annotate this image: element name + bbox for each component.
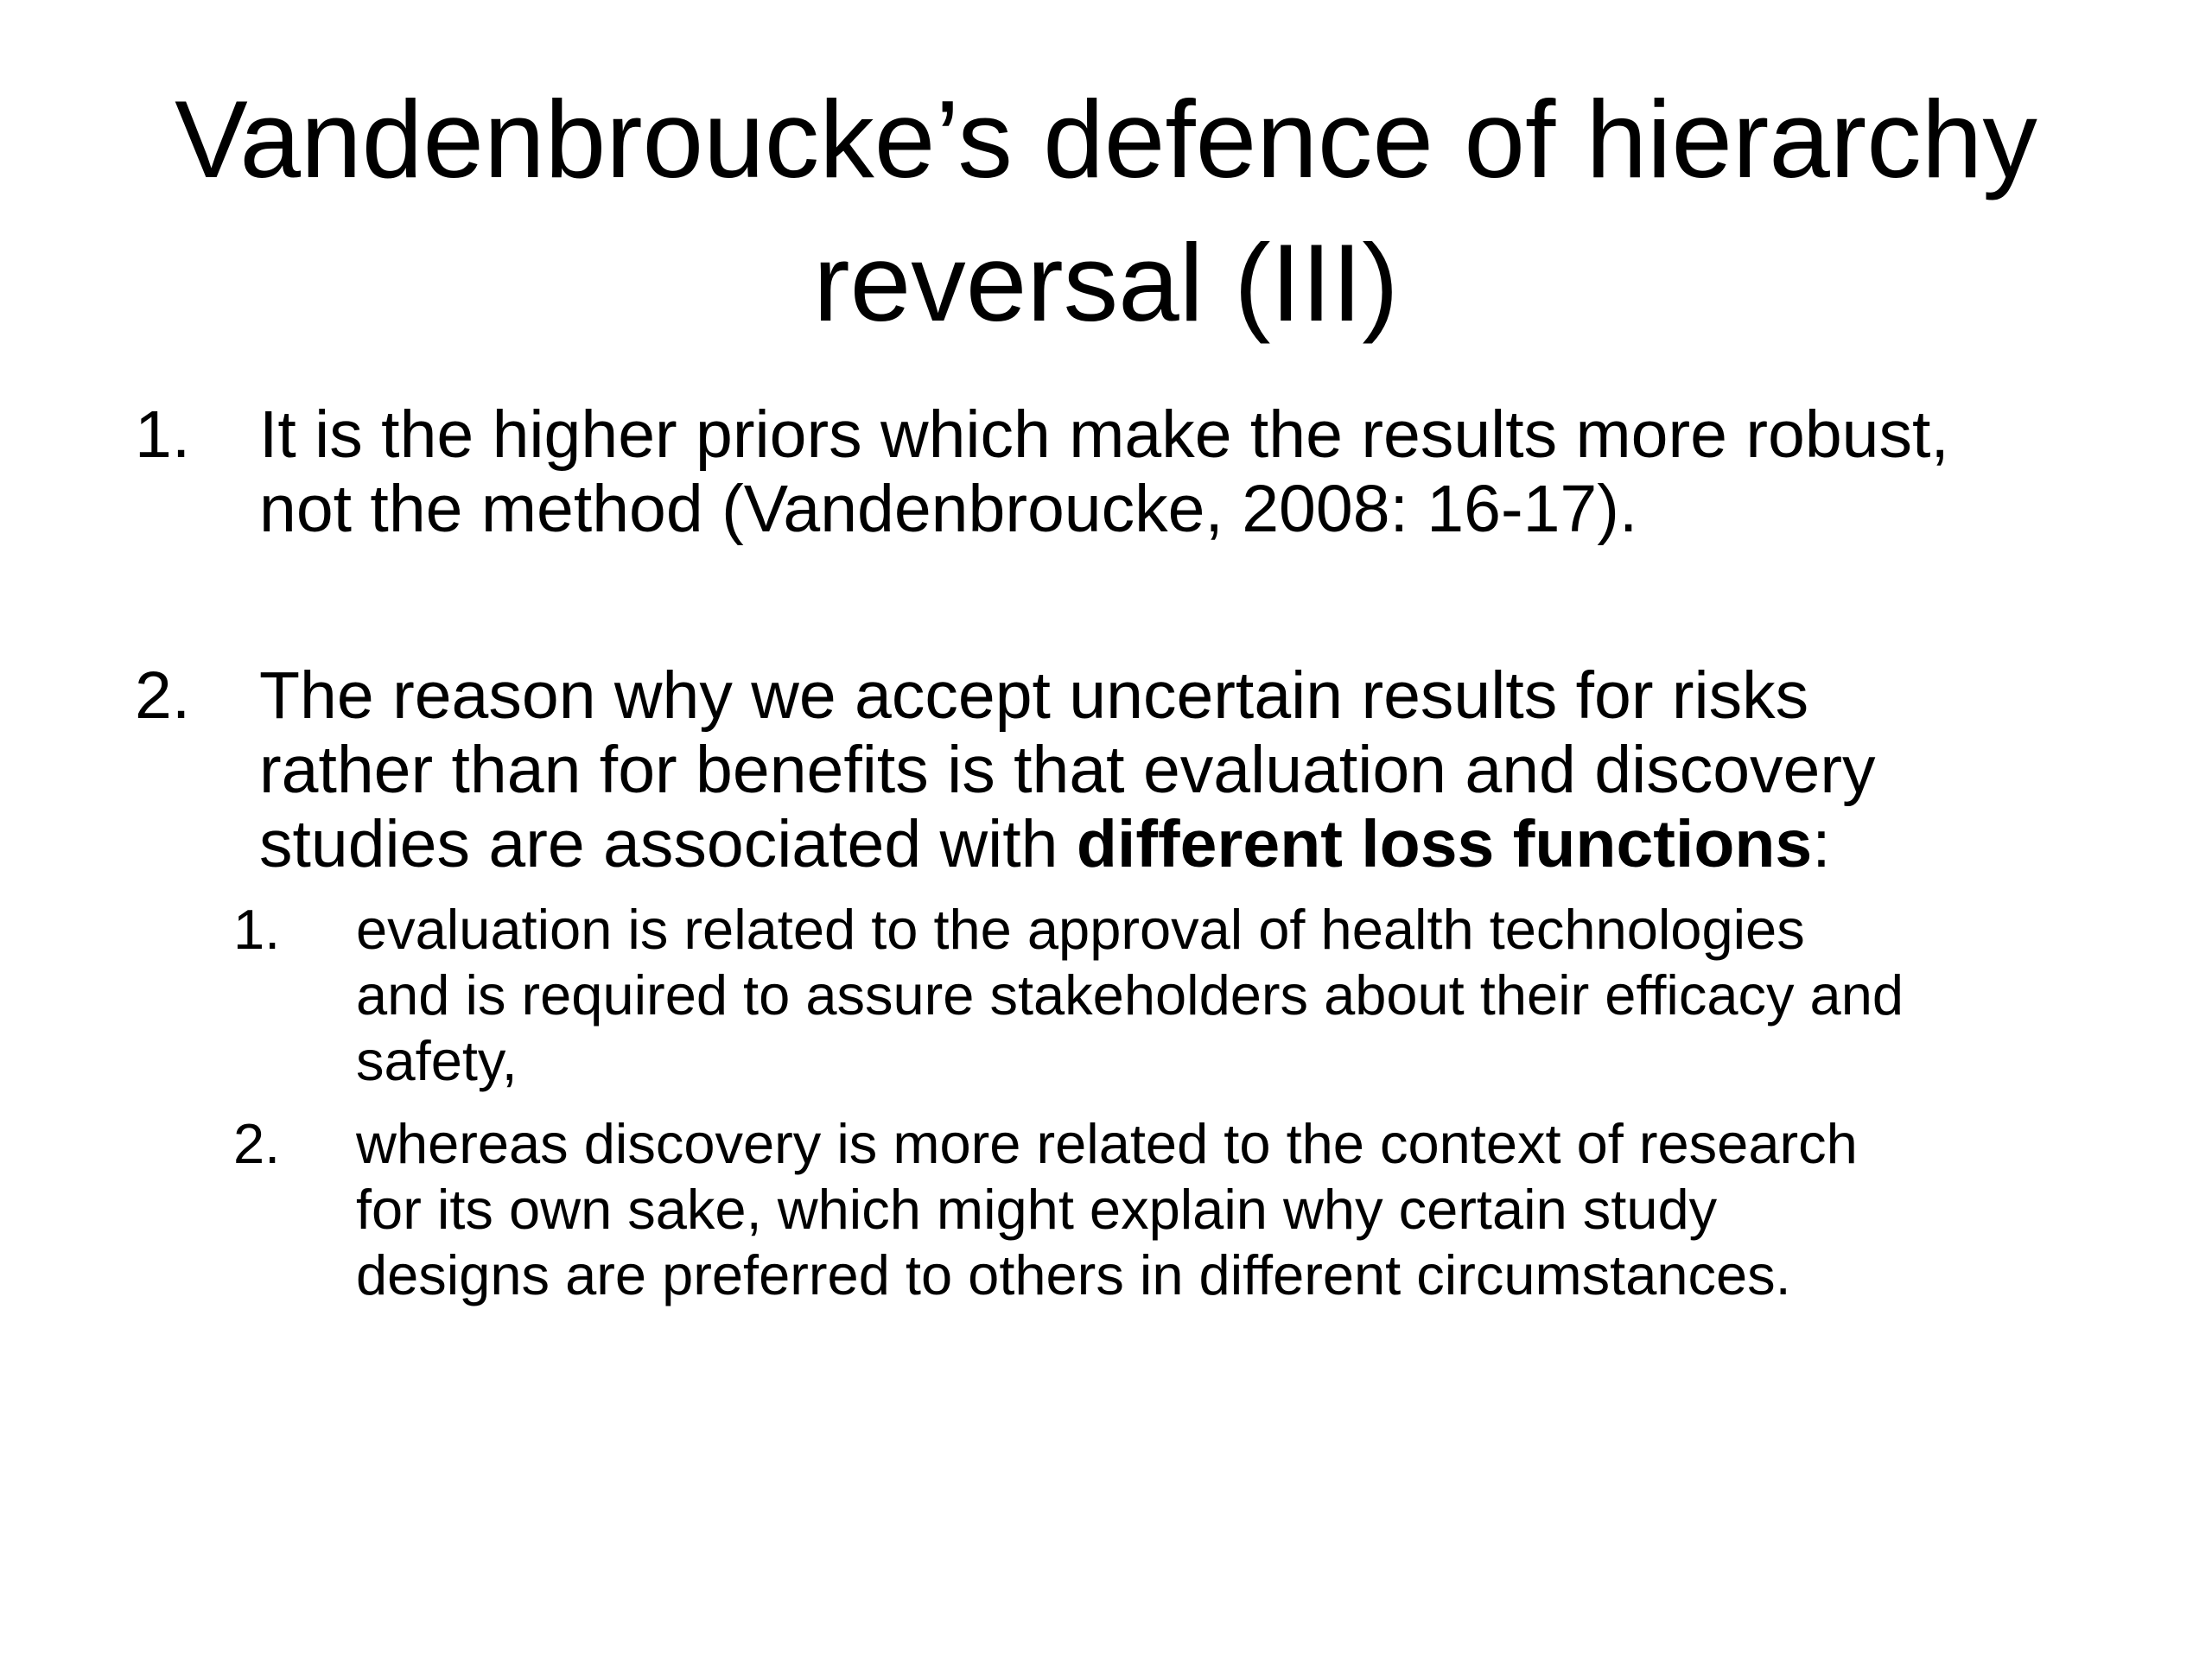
text-segment: studies are associated with bbox=[259, 807, 1077, 881]
list-number: 1. bbox=[135, 397, 191, 472]
text-line: designs are preferred to others in different circumstances. bbox=[356, 1243, 1791, 1306]
text-segment: : bbox=[1812, 807, 1831, 881]
text-line bbox=[259, 807, 2108, 881]
text-line: It is the higher priors which make the results more robust, bbox=[259, 397, 1949, 472]
text-line: The reason why we accept uncertain results for risks bbox=[259, 658, 1809, 733]
text-line: whereas discovery is more related to the context of research bbox=[356, 1112, 1858, 1175]
sub-list-text bbox=[356, 897, 2119, 1094]
title-line-1: Vandenbroucke’s defence of hierarchy bbox=[175, 78, 2037, 200]
text-line: for its own sake, which might explain why certain study bbox=[356, 1178, 1718, 1241]
list-text bbox=[259, 397, 2108, 546]
text-line: and is required to assure stakeholders about their efficacy and bbox=[356, 963, 1904, 1027]
title-line-2: reversal (III) bbox=[813, 221, 1399, 344]
sub-list-text bbox=[356, 1111, 2119, 1308]
list-number: 2. bbox=[135, 658, 191, 733]
text-line: evaluation is related to the approval of health technologies bbox=[356, 898, 1805, 961]
text-line: rather than for benefits is that evaluation and discovery bbox=[259, 733, 1876, 807]
sub-list-number: 2. bbox=[233, 1112, 281, 1175]
list-text bbox=[259, 658, 2108, 881]
slide-title bbox=[104, 67, 2108, 354]
text-line: not the method (Vandenbroucke, 2008: 16-17). bbox=[259, 472, 1638, 546]
bold-term: different loss functions bbox=[1076, 807, 1813, 881]
text-line: safety, bbox=[356, 1029, 518, 1092]
sub-list-number: 1. bbox=[233, 898, 281, 961]
